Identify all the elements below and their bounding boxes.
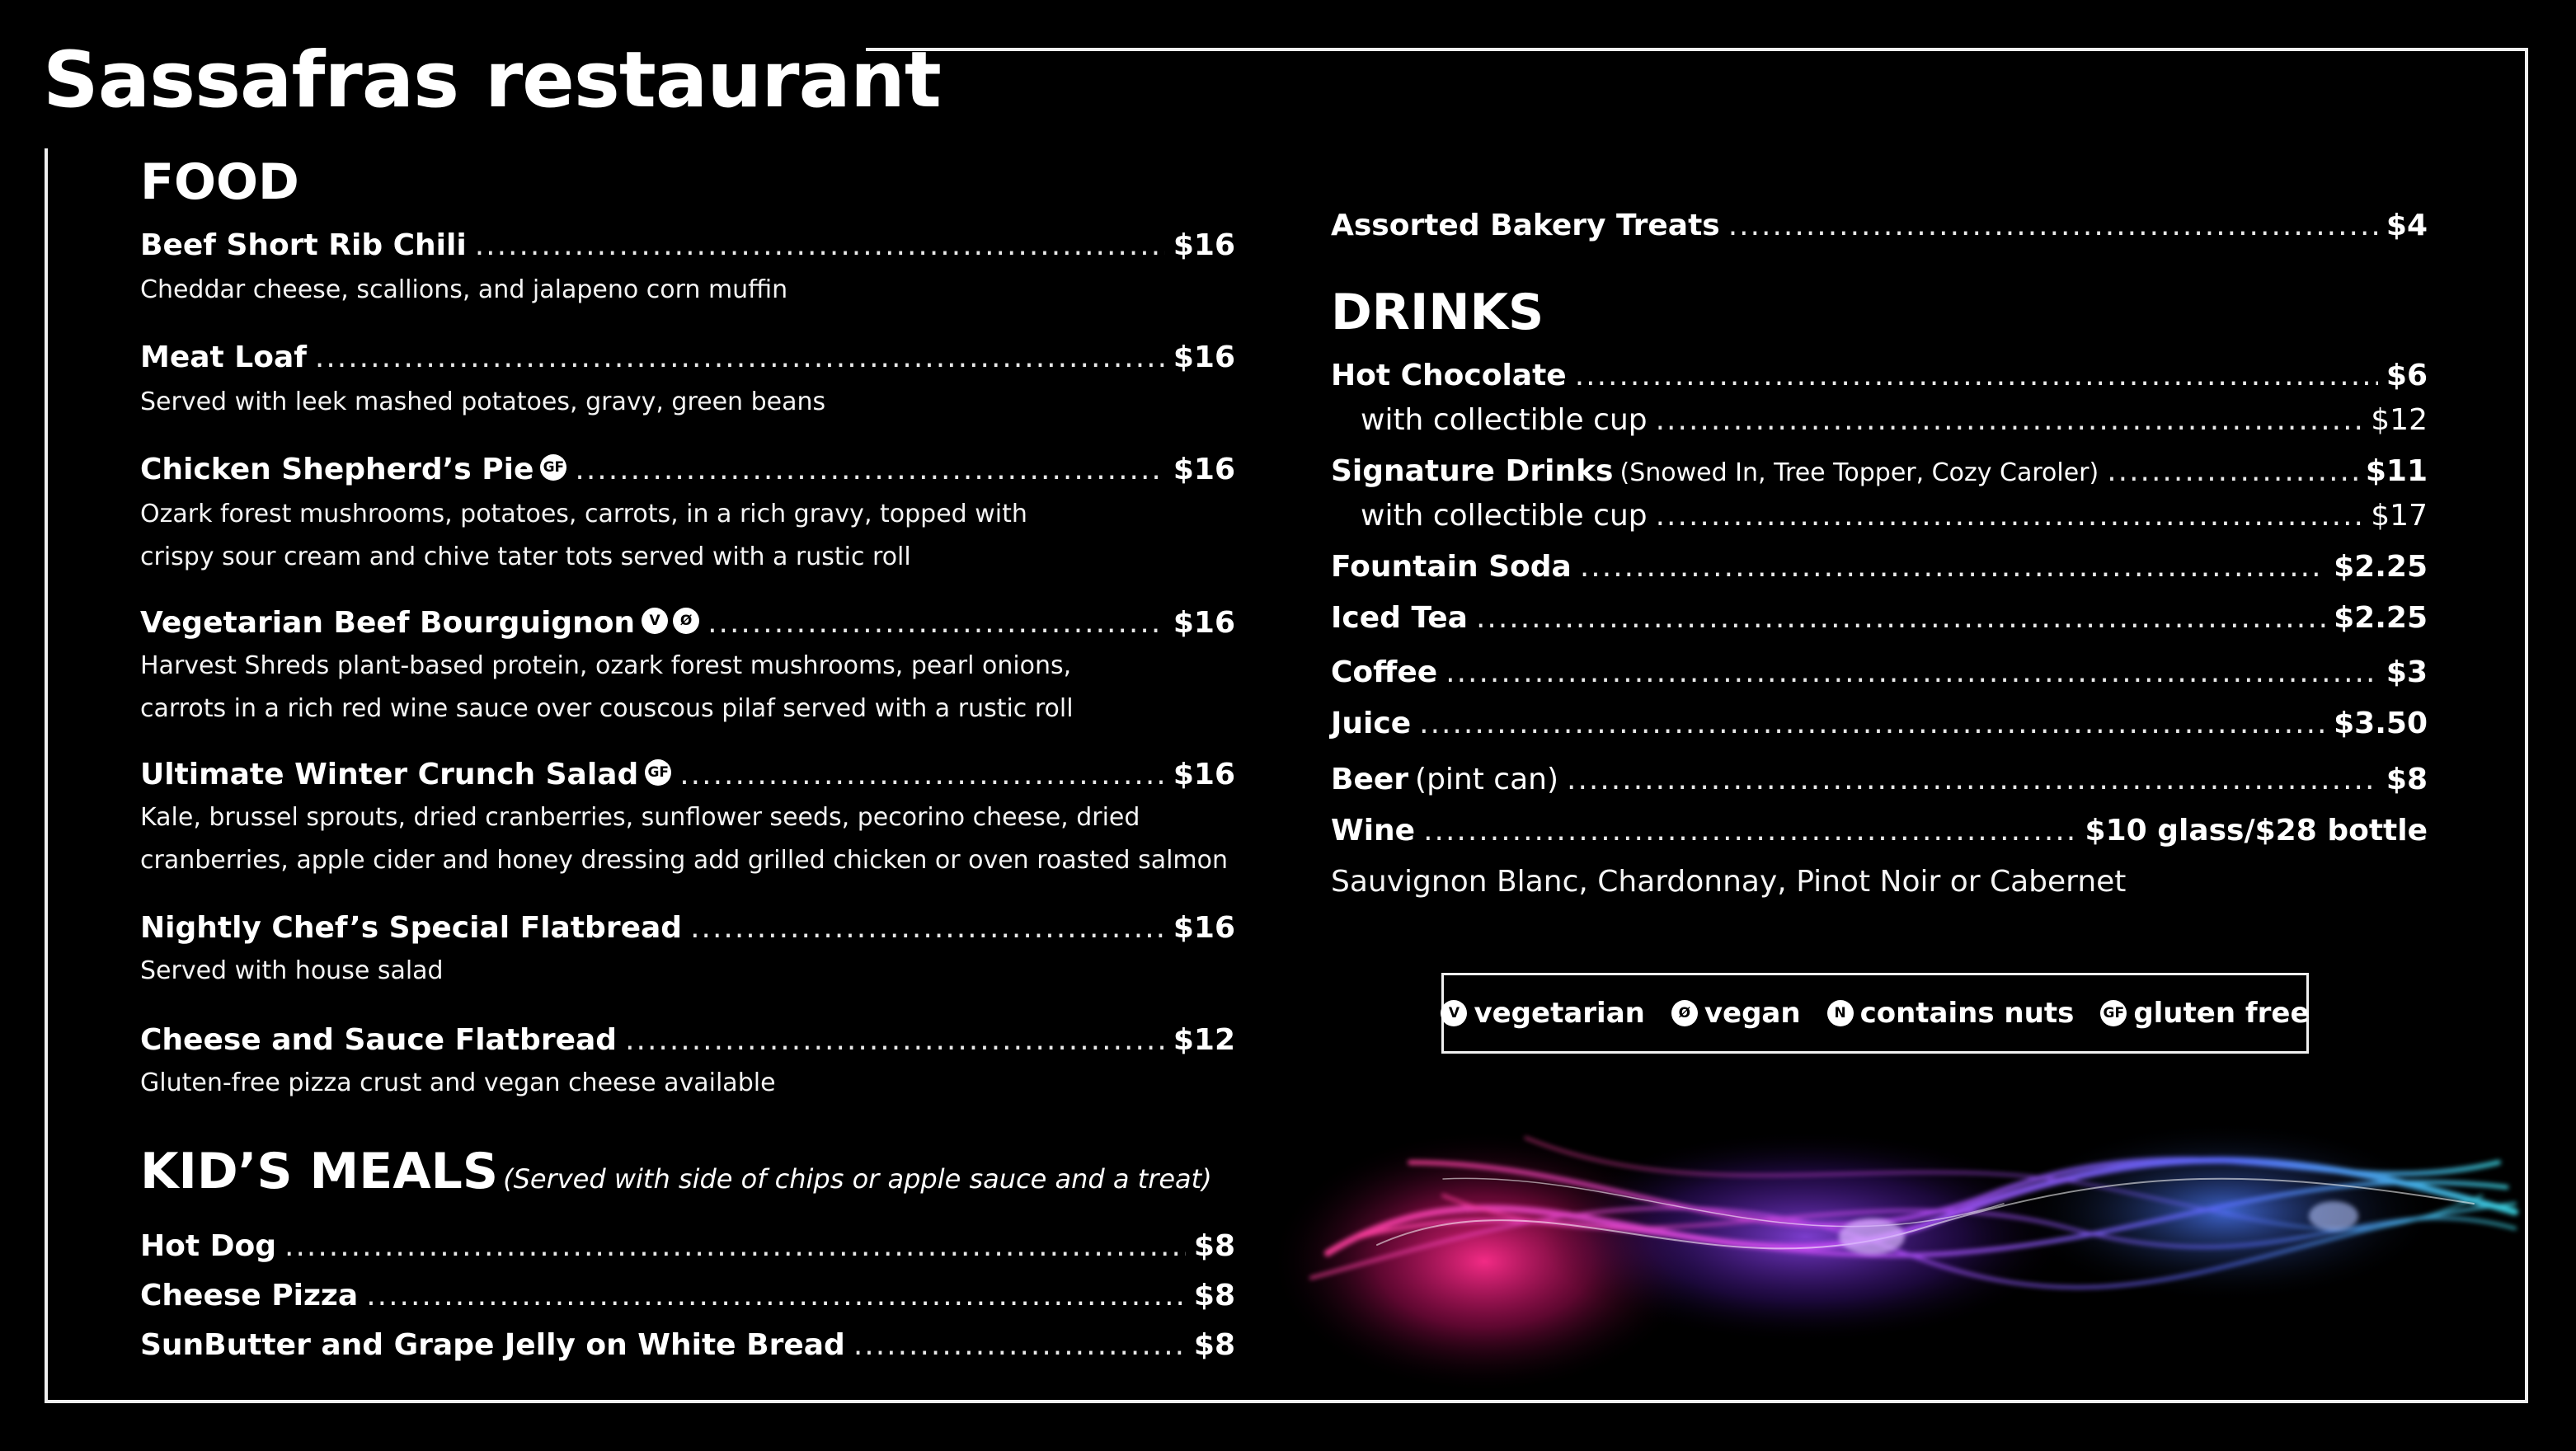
item-price: $3 xyxy=(2386,655,2428,689)
gluten-free-icon: GF xyxy=(645,759,671,786)
leader-dots xyxy=(679,755,1165,795)
item-name: Assorted Bakery Treats xyxy=(1331,209,1720,242)
menu-item-chicken-shepherds-pie xyxy=(140,450,1235,490)
menu-subitem-signature-cup xyxy=(1331,496,2428,536)
item-name: Chicken Shepherd’s Pie GF xyxy=(140,450,566,490)
leader-dots xyxy=(1656,496,2363,536)
leader-dots xyxy=(1423,811,2076,851)
leader-dots xyxy=(1575,356,2378,396)
food-section-title: FOOD xyxy=(140,153,299,211)
item-description: Cheddar cheese, scallions, and jalapeno corn muffin xyxy=(140,275,788,304)
item-price: $16 xyxy=(1173,606,1235,640)
item-price: $8 xyxy=(1193,1328,1235,1362)
leader-dots xyxy=(1445,653,2378,693)
item-price: $2.25 xyxy=(2334,601,2428,635)
menu-item-iced-tea xyxy=(1331,599,2428,638)
item-name: Meat Loaf xyxy=(140,340,307,374)
item-price: $8 xyxy=(1193,1229,1235,1263)
menu-item-vegetarian-beef-bourguignon xyxy=(140,603,1235,643)
item-note: (Snowed In, Tree Topper, Cozy Caroler) xyxy=(1619,458,2099,487)
item-price: $2.25 xyxy=(2334,550,2428,584)
leader-dots xyxy=(284,1227,1186,1266)
wine-varieties: Sauvignon Blanc, Chardonnay, Pinot Noir or Cabernet xyxy=(1331,865,2127,899)
decorative-light-streaks xyxy=(1278,1064,2523,1402)
item-description: carrots in a rich red wine sauce over couscous pilaf served with a rustic roll xyxy=(140,694,1074,723)
item-name: Beef Short Rib Chili xyxy=(140,228,467,262)
item-note: (pint can) xyxy=(1415,763,1559,796)
leader-dots xyxy=(366,1276,1186,1316)
menu-item-wine xyxy=(1331,811,2428,851)
glow-spot xyxy=(1839,1219,1905,1255)
legend-label: gluten free xyxy=(2133,997,2310,1030)
item-price: $4 xyxy=(2386,209,2428,242)
vegetarian-icon: V xyxy=(1441,1000,1467,1026)
menu-subitem-hot-chocolate-cup xyxy=(1331,401,2428,440)
item-price: $16 xyxy=(1173,453,1235,486)
leader-dots xyxy=(1476,599,2325,638)
glow-spot xyxy=(2309,1201,2358,1231)
kids-section-title: KID’S MEALS (Served with side of chips or apple sauce and a treat) xyxy=(140,1143,1212,1200)
item-name: Coffee xyxy=(1331,655,1438,689)
leader-dots xyxy=(853,1326,1186,1365)
item-description: Gluten-free pizza crust and vegan cheese available xyxy=(140,1068,776,1097)
leader-dots xyxy=(1419,704,2325,744)
menu-item-assorted-bakery-treats xyxy=(1331,206,2428,246)
item-price: $16 xyxy=(1173,340,1235,374)
item-price: $10 glass/$28 bottle xyxy=(2085,814,2428,848)
item-name: Ultimate Winter Crunch Salad GF xyxy=(140,755,671,795)
item-name: Vegetarian Beef Bourguignon V Ø xyxy=(140,603,699,643)
item-price: $8 xyxy=(2386,763,2428,796)
item-name: Wine xyxy=(1331,814,1416,848)
item-name: Cheese and Sauce Flatbread xyxy=(140,1023,618,1057)
menu-item-hot-chocolate xyxy=(1331,356,2428,396)
item-price: $3.50 xyxy=(2334,707,2428,740)
leader-dots xyxy=(2107,452,2357,491)
leader-dots xyxy=(1728,206,2378,246)
leader-dots xyxy=(625,1021,1165,1060)
item-name: Cheese Pizza xyxy=(140,1279,359,1312)
menu-item-beer xyxy=(1331,760,2428,800)
item-name: Juice xyxy=(1331,707,1412,740)
item-price: $6 xyxy=(2386,359,2428,392)
leader-dots xyxy=(475,226,1165,265)
legend-gluten-free xyxy=(2100,997,2309,1030)
item-name: Hot Chocolate xyxy=(1331,359,1567,392)
menu-item-hot-dog xyxy=(140,1227,1235,1266)
item-price: $12 xyxy=(2371,403,2428,437)
item-name: Fountain Soda xyxy=(1331,550,1572,584)
item-price: $16 xyxy=(1173,911,1235,945)
item-name: SunButter and Grape Jelly on White Bread xyxy=(140,1328,845,1362)
dietary-legend xyxy=(1441,973,2309,1054)
item-name: Iced Tea xyxy=(1331,601,1468,635)
leader-dots xyxy=(1567,760,2378,800)
item-price: $17 xyxy=(2371,499,2428,533)
item-price: $16 xyxy=(1173,758,1235,791)
leader-dots xyxy=(1580,547,2325,587)
kids-section-note: (Served with side of chips or apple sauce and a treat) xyxy=(503,1163,1212,1195)
legend-label: vegetarian xyxy=(1474,997,1645,1030)
menu-item-meat-loaf xyxy=(140,338,1235,378)
item-description: Kale, brussel sprouts, dried cranberries, sunflower seeds, pecorino cheese, dried xyxy=(140,803,1140,832)
vegan-icon: Ø xyxy=(673,608,699,634)
menu-item-ultimate-winter-crunch-salad xyxy=(140,755,1235,795)
nuts-icon: N xyxy=(1827,1000,1854,1026)
item-price: $16 xyxy=(1173,228,1235,262)
menu-item-sunbutter-jelly xyxy=(140,1326,1235,1365)
menu-item-juice xyxy=(1331,704,2428,744)
menu-item-fountain-soda xyxy=(1331,547,2428,587)
glow-blue xyxy=(2012,1121,2441,1303)
item-price: $8 xyxy=(1193,1279,1235,1312)
legend-label: vegan xyxy=(1704,997,1801,1030)
legend-label: contains nuts xyxy=(1859,997,2075,1030)
restaurant-title: Sassafras restaurant xyxy=(43,35,941,125)
legend-vegan xyxy=(1671,997,1801,1030)
item-name: Hot Dog xyxy=(140,1229,276,1263)
menu-item-beef-short-rib-chili xyxy=(140,226,1235,265)
leader-dots xyxy=(1656,401,2363,440)
drinks-section-title: DRINKS xyxy=(1331,284,1544,341)
vegan-icon: Ø xyxy=(1671,1000,1698,1026)
item-name: Signature Drinks (Snowed In, Tree Topper, Cozy Caroler) xyxy=(1331,454,2099,488)
item-name: Nightly Chef’s Special Flatbread xyxy=(140,911,683,945)
item-description: Ozark forest mushrooms, potatoes, carrots, in a rich gravy, topped with xyxy=(140,500,1027,528)
legend-vegetarian xyxy=(1441,997,1644,1030)
item-name: with collectible cup xyxy=(1361,403,1648,437)
glow-purple xyxy=(1542,1129,2070,1344)
item-price: $12 xyxy=(1173,1023,1235,1057)
menu-item-coffee xyxy=(1331,653,2428,693)
item-description: Served with leek mashed potatoes, gravy, green beans xyxy=(140,387,826,416)
leader-dots xyxy=(575,450,1164,490)
menu-item-nightly-chefs-special-flatbread xyxy=(140,909,1235,948)
menu-item-cheese-and-sauce-flatbread xyxy=(140,1021,1235,1060)
leader-dots xyxy=(690,909,1165,948)
item-price: $11 xyxy=(2365,454,2428,488)
item-description: crispy sour cream and chive tater tots served with a rustic roll xyxy=(140,542,911,571)
vegetarian-icon: V xyxy=(642,608,668,634)
item-description: Harvest Shreds plant-based protein, ozark forest mushrooms, pearl onions, xyxy=(140,651,1072,680)
gluten-free-icon: GF xyxy=(540,454,566,481)
leader-dots xyxy=(707,603,1165,643)
item-name: with collectible cup xyxy=(1361,499,1648,533)
menu-item-signature-drinks xyxy=(1331,452,2428,493)
item-description: cranberries, apple cider and honey dressing add grilled chicken or oven roasted salmon xyxy=(140,846,1229,875)
leader-dots xyxy=(315,338,1165,378)
menu-item-cheese-pizza xyxy=(140,1276,1235,1316)
gluten-free-icon: GF xyxy=(2100,1000,2127,1026)
legend-contains-nuts xyxy=(1827,997,2075,1030)
item-name: Beer (pint can) xyxy=(1331,763,1559,796)
item-description: Served with house salad xyxy=(140,956,444,985)
